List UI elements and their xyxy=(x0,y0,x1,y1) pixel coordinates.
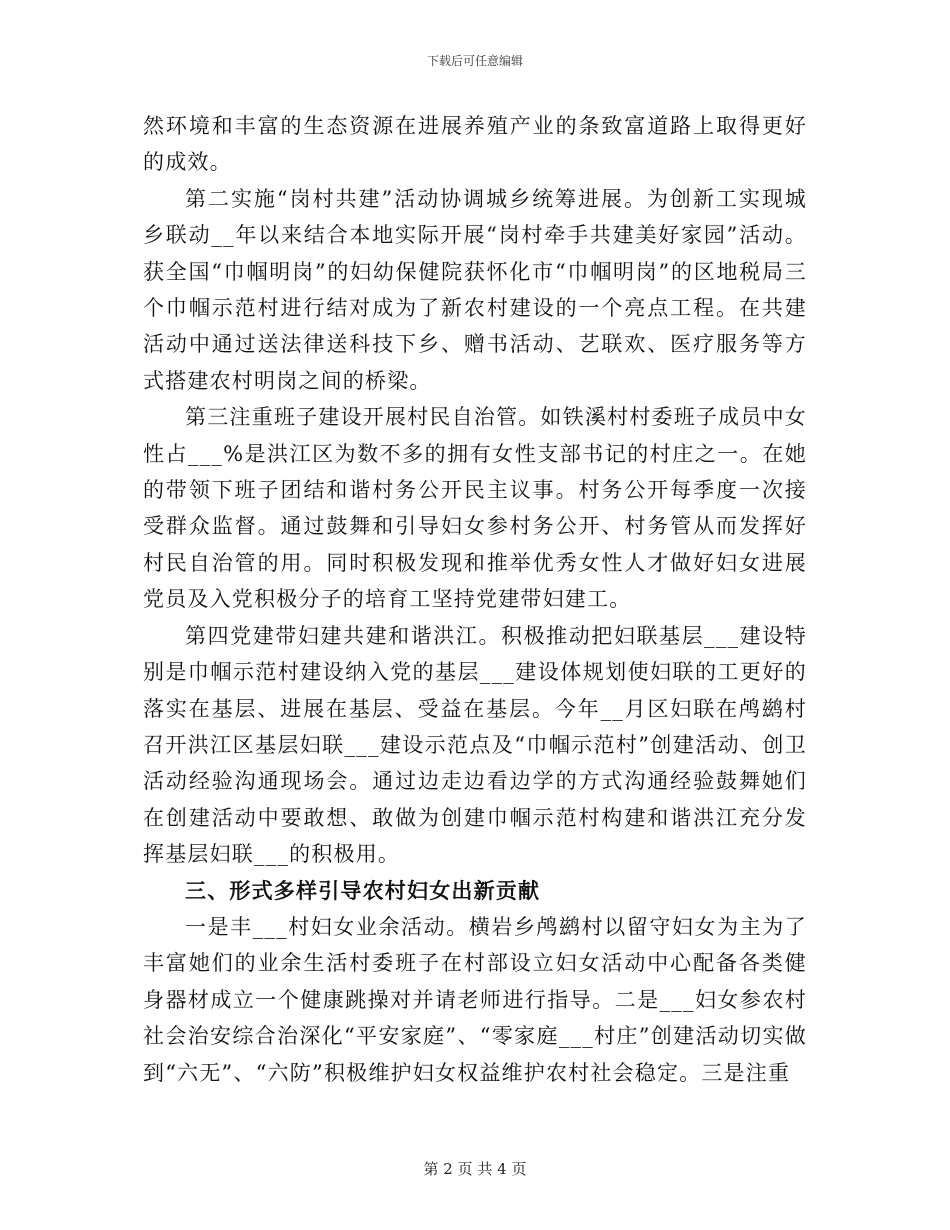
document-body xyxy=(143,108,807,1091)
page-number: 第 2 页 共 4 页 xyxy=(423,1160,527,1178)
paragraph-post-village-partnership: 第二实施“岗村共建”活动协调城乡统筹进展。为创新工实现城乡联动__年以来结合本地实际开展“岗村牵手共建美好家园”活动。获全国“巾帼明岗”的妇幼保健院获怀化市“巾帼明岗”的区地税局三个巾帼示范村进行结对成为了新农村建设的一个亮点工程。在共建活动中通过送法律送科技下乡、赠书活动、艺联欢、医疗服务等方式搭建农村明岗之间的桥梁。 xyxy=(143,186,807,393)
section-heading: 三、形式多样引导农村妇女出新贡献 xyxy=(185,877,541,903)
page-header: 下载后可任意编辑 xyxy=(426,54,523,68)
paragraph-continued: 然环境和丰富的生态资源在进展养殖产业的条致富道路上取得更好的成效。 xyxy=(143,114,807,175)
paragraph-village-self-governance: 第三注重班子建设开展村民自治管。如铁溪村村委班子成员中女性占___%是洪江区为数不多的拥有女性支部书记的村庄之一。在她的带领下班子团结和谐村务公开民主议事。村务公开每季度一次接受群众监督。通过鼓舞和引导妇女参村务公开、村务管从而发挥好村民自治管的用。同时积极发现和推举优秀女性人才做好妇女进展党员及入党积极分子的培育工坚持党建带妇建工。 xyxy=(143,405,807,612)
paragraph-rural-women-activities: 一是丰___村妇女业余活动。横岩乡鸬鹚村以留守妇女为主为了丰富她们的业余生活村委班子在村部设立妇女活动中心配备各类健身器材成立一个健康跳操对并请老师进行指导。二是___妇女参农村社会治安综合治深化“平安家庭”、“零家庭___村庄”创建活动切实做到“六无”、“六防”积极维护妇女权益维护农村社会稳定。三是注重 xyxy=(143,914,807,1085)
paragraph-party-building: 第四党建带妇建共建和谐洪江。积极推动把妇联基层___建设特别是巾帼示范村建设纳入党的基层___建设体规划使妇联的工更好的落实在基层、进展在基层、受益在基层。今年__月区妇联在鸬鹚村召开洪江区基层妇联___建设示范点及“巾帼示范村”创建活动、创卫活动经验沟通现场会。通过边走边看边学的方式沟通经验鼓舞她们在创建活动中要敢想、敢做为创建巾帼示范村构建和谐洪江充分发挥基层妇联___的积极用。 xyxy=(143,623,807,867)
